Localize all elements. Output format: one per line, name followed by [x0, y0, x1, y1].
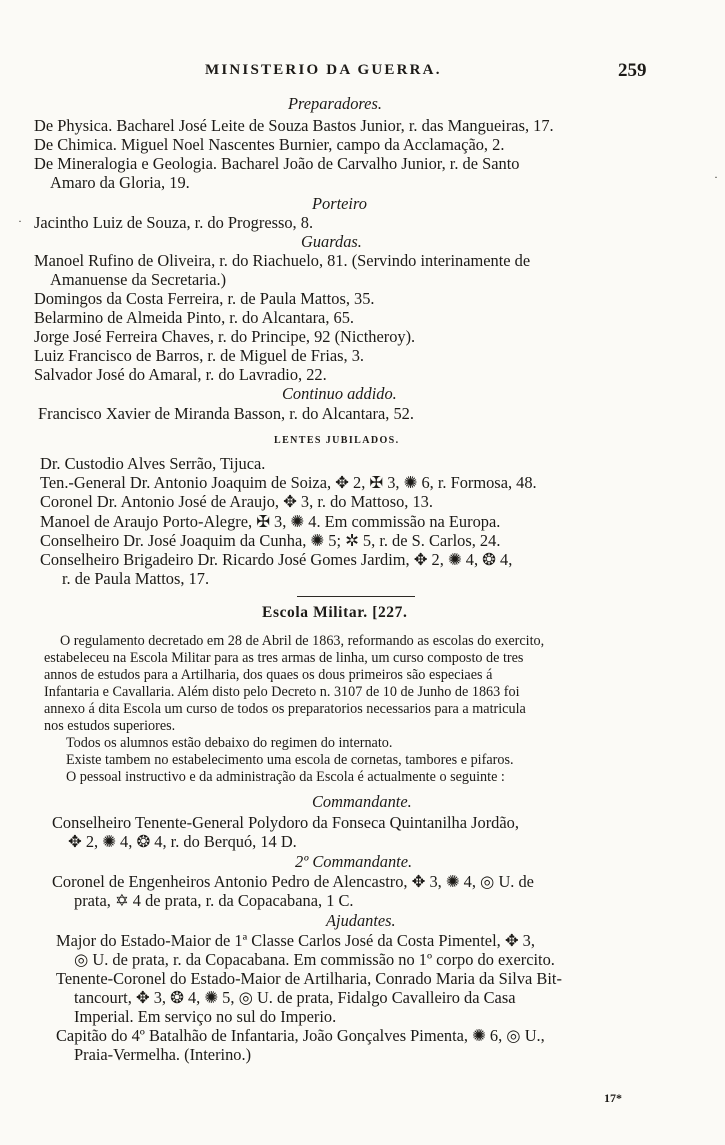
running-title: MINISTERIO DA GUERRA. [205, 62, 442, 78]
text-line: ✥ 2, ✺ 4, ❂ 4, r. do Berquó, 14 D. [68, 832, 297, 851]
text-line: LENTES JUBILADOS. [274, 435, 400, 446]
text-line: Conselheiro Brigadeiro Dr. Ricardo José Gomes Jardim, ✥ 2, ✺ 4, ❂ 4, [40, 550, 513, 569]
text-line: Imperial. Em serviço no sul do Imperio. [74, 1007, 337, 1026]
text-line: Domingos da Costa Ferreira, r. de Paula Mattos, 35. [34, 289, 375, 308]
page-number: 259 [618, 60, 647, 81]
text-line: De Mineralogia e Geologia. Bacharel João de Carvalho Junior, r. de Santo [34, 154, 520, 173]
text-line: Existe tambem no estabelecimento uma escola de cornetas, tambores e pifaros. [66, 752, 514, 768]
margin-speck: · [714, 170, 718, 184]
text-line: r. de Paula Mattos, 17. [62, 569, 210, 588]
printer-signature: 17* [604, 1091, 622, 1105]
text-line: Infantaria e Cavallaria. Além disto pelo Decreto n. 3107 de 10 de Junho de 1863 foi [44, 684, 520, 700]
text-line: O regulamento decretado em 28 de Abril de 1863, reformando as escolas do exercito, [60, 633, 545, 649]
text-line: estabeleceu na Escola Militar para as tres armas de linha, um curso composto de tres [44, 650, 524, 666]
text-line: Jacintho Luiz de Souza, r. do Progresso, 8. [34, 213, 314, 232]
section-divider [297, 596, 415, 597]
text-line: Major do Estado-Maior de 1ª Classe Carlos José da Costa Pimentel, ✥ 3, [56, 931, 535, 950]
text-line: Ten.-General Dr. Antonio Joaquim de Soiza, ✥ 2, ✠ 3, ✺ 6, r. Formosa, 48. [40, 473, 537, 492]
text-line: De Chimica. Miguel Noel Nascentes Burnier, campo da Acclamação, 2. [34, 135, 505, 154]
text-line: Todos os alumnos estão debaixo do regimen do internato. [66, 735, 393, 751]
text-line: Amaro da Gloria, 19. [50, 173, 190, 192]
text-line: Continuo addido. [282, 384, 397, 403]
text-line: 2º Commandante. [295, 852, 413, 871]
text-line: De Physica. Bacharel José Leite de Souza Bastos Junior, r. das Mangueiras, 17. [34, 116, 554, 135]
text-line: Coronel de Engenheiros Antonio Pedro de Alencastro, ✥ 3, ✺ 4, ◎ U. de [52, 872, 534, 891]
text-line: Salvador José do Amaral, r. do Lavradio, 22. [34, 365, 327, 384]
text-line: Capitão do 4º Batalhão de Infantaria, João Gonçalves Pimenta, ✺ 6, ◎ U., [56, 1026, 545, 1045]
text-line: Guardas. [301, 232, 362, 251]
text-line: annos de estudos para a Artilharia, dos quaes os dous primeiros são especiaes á [44, 667, 493, 683]
text-line: Conselheiro Tenente-General Polydoro da Fonseca Quintanilha Jordão, [52, 813, 519, 832]
text-line: O pessoal instructivo e da administração da Escola é actualmente o seguinte : [66, 769, 505, 785]
text-line: Preparadores. [288, 94, 382, 113]
text-line: Ajudantes. [326, 911, 396, 930]
text-line: ◎ U. de prata, r. da Copacabana. Em commissão no 1º corpo do exercito. [74, 950, 555, 969]
margin-speck: · [18, 214, 22, 228]
text-line: prata, ✡ 4 de prata, r. da Copacabana, 1 C. [74, 891, 354, 910]
text-line: Porteiro [312, 194, 367, 213]
text-line: Commandante. [312, 792, 412, 811]
text-line: Manoel de Araujo Porto-Alegre, ✠ 3, ✺ 4. Em commissão na Europa. [40, 512, 501, 531]
text-line: Manoel Rufino de Oliveira, r. do Riachuelo, 81. (Servindo interinamente de [34, 251, 531, 270]
text-line: Francisco Xavier de Miranda Basson, r. do Alcantara, 52. [38, 404, 414, 423]
text-line: Coronel Dr. Antonio José de Araujo, ✥ 3, r. do Mattoso, 13. [40, 492, 433, 511]
text-line: Praia-Vermelha. (Interino.) [74, 1045, 252, 1064]
text-line: Luiz Francisco de Barros, r. de Miguel de Frias, 3. [34, 346, 365, 365]
page-header [0, 62, 725, 88]
text-line: Tenente-Coronel do Estado-Maior de Artilharia, Conrado Maria da Silva Bit- [56, 969, 562, 988]
text-line: Escola Militar. [227. [262, 604, 408, 621]
text-line: Jorge José Ferreira Chaves, r. do Principe, 92 (Nictheroy). [34, 327, 416, 346]
text-line: Conselheiro Dr. José Joaquim da Cunha, ✺ 5; ✲ 5, r. de S. Carlos, 24. [40, 531, 501, 550]
text-line: nos estudos superiores. [44, 718, 176, 734]
text-line: Amanuense da Secretaria.) [50, 270, 227, 289]
text-line: Dr. Custodio Alves Serrão, Tijuca. [40, 454, 266, 473]
text-line: Belarmino de Almeida Pinto, r. do Alcantara, 65. [34, 308, 355, 327]
text-line: tancourt, ✥ 3, ❂ 4, ✺ 5, ◎ U. de prata, Fidalgo Cavalleiro da Casa [74, 988, 516, 1007]
text-line: annexo á dita Escola um curso de todos os preparatorios necessarios para a matricula [44, 701, 526, 717]
